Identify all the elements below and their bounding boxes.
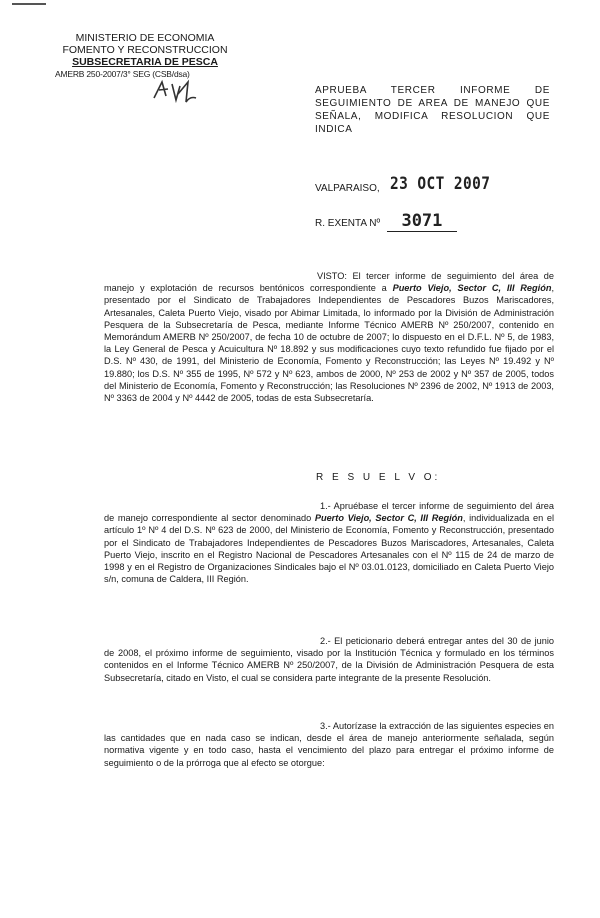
resolution-title: APRUEBA TERCER INFORME DE SEGUIMIENTO DE AREA DE MANEJO QUE SEÑALA, MODIFICA RESOLUCION QUE INDICA — [315, 85, 550, 135]
paragraph-3 — [104, 720, 554, 769]
paragraph-1-text-1: 1.- Apruébase el tercer informe de seguimiento del área de manejo correspondiente al sector denominado — [104, 501, 554, 524]
resolution-number-line — [315, 211, 515, 232]
visto-text-2: , presentado por el Sindicato de Trabajadores Independientes de Pescadores Buzos Mariscadores, Artesanales, Caleta Puerto Viejo, visado por Abimar Limitada, lo informado por la División de Administración Pesquera de la Subsecretaría de Pesca, mediante Informe Técnico AMERB Nº 250/2007, contenido en Memorándum AMERB Nº 250/2007, de fecha 10 de octubre de 2007; lo dispuesto en el D.F.L. Nº 5, de 1983, la Ley General de Pesca y Acuicultura Nº 18.892 y sus modificaciones cuyo texto refundido fue fijado por el D.S. Nº 430, de 1991, del Ministerio de Economía, Fomento y Reconstrucción; las Leyes Nº 19.492 y Nº 19.880; los D.S. Nº 355 de 1995, Nº 572 y Nº 623, ambos de 2000, Nº 253 de 2002 y Nº 357 de 2005, todos del Ministerio de Economía, Fomento y Reconstrucción; las Resoluciones Nº 2396 de 2002, Nº 1913 de 2003, Nº 3363 de 2004 y Nº 4442 de 2005, todas de esta Subsecretaría. — [104, 283, 554, 404]
visto-section — [104, 270, 554, 404]
paragraph-1-text-2: , individualizada en el artículo 1º Nº 4 del D.S. Nº 623 de 2000, del Ministerio de Economía, Fomento y Reconstrucción, presentado por el Sindicato de Trabajadores Independientes de Pescadores Buzos Mariscadores, Artesanales, Caleta Puerto Viejo, inscrito en el Registro Nacional de Pescadores Artesanales con el Nº 115 de 24 de marzo de 1998 y en el Registro de Organizaciones Sindicales bajo el Nº 03.01.0123, domiciliado en Caleta Puerto Viejo s/n, comuna de Caldera, III Región. — [104, 513, 554, 585]
visto-emphasis: Puerto Viejo, Sector C, III Región — [392, 283, 552, 294]
date-line — [315, 174, 555, 194]
paragraph-1-emphasis: Puerto Viejo, Sector C, III Región — [314, 513, 463, 524]
date-stamp: 23 OCT 2007 — [390, 174, 491, 194]
paragraph-1 — [104, 500, 554, 585]
paragraph-2 — [104, 635, 554, 684]
subsecretaria-heading: SUBSECRETARIA DE PESCA — [72, 56, 218, 68]
handwritten-initials — [150, 76, 200, 108]
visto-text-1: VISTO: El tercer informe de seguimiento del área de manejo y explotación de recursos bentónicos correspondiente a — [104, 271, 554, 294]
letterhead — [55, 32, 235, 80]
exenta-label: R. EXENTA Nº — [315, 218, 381, 229]
paragraph-3-text: 3.- Autorízase la extracción de las siguientes especies en las cantidades que en nada caso se indican, desde el área de manejo anteriormente señalada, según normativa vigente y en todo caso, hasta el vencimiento del plazo para entregar el próximo informe de seguimiento o de la prórroga que al efecto se otorgue: — [104, 721, 554, 768]
reference-code: AMERB 250-2007/3° SEG (CSB/dsa) — [55, 69, 190, 79]
exenta-number: 3071 — [387, 211, 457, 232]
ministry-line-1: MINISTERIO DE ECONOMIA — [75, 32, 215, 44]
ministry-line-2: FOMENTO Y RECONSTRUCCION — [62, 44, 228, 56]
paragraph-2-text: 2.- El peticionario deberá entregar antes del 30 de junio de 2008, el próximo informe de seguimiento, visado por la Institución Técnica y formulado en los términos contenidos en el Informe Técnico AMERB Nº 250/2007, de la División de Administración Pesquera de esta Subsecretaría, citado en Visto, el cual se considera parte integrante de la presente Resolución. — [104, 636, 554, 683]
place-label: VALPARAISO, — [315, 183, 380, 194]
resuelvo-heading: R E S U E L V O: — [316, 472, 441, 483]
scan-mark — [12, 3, 46, 5]
